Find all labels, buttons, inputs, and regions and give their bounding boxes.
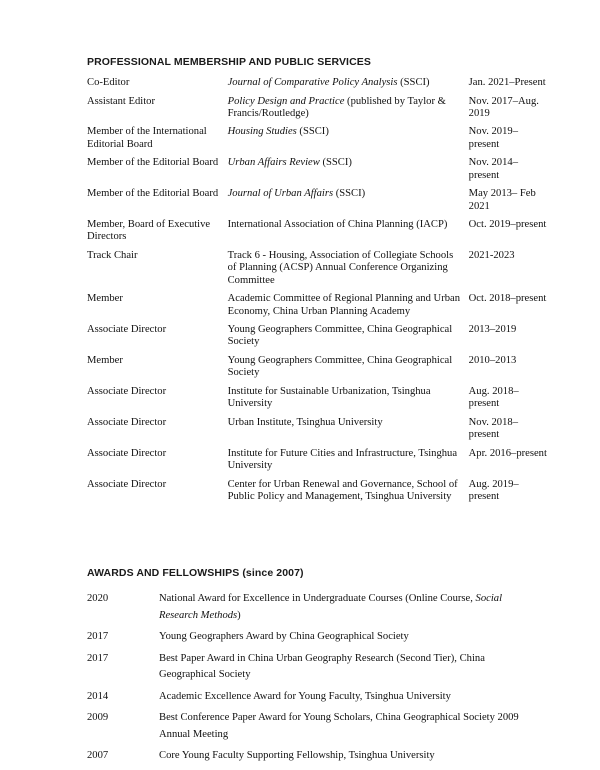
award-row bbox=[87, 651, 527, 689]
award-year: 2017 bbox=[87, 652, 109, 664]
organization-cell: Housing Studies (SSCI) bbox=[227, 126, 329, 138]
membership-row bbox=[87, 479, 547, 510]
role-cell: Member, Board of Executive Directors bbox=[87, 219, 211, 243]
course-title: Social Research Methods bbox=[159, 593, 503, 621]
award-row bbox=[87, 629, 527, 651]
journal-title: Journal of Comparative Policy Analysis bbox=[227, 77, 398, 88]
date-cell: Nov. 2018–present bbox=[468, 416, 518, 441]
organization-cell: Institute for Sustainable Urbanization, Tsinghua University bbox=[227, 385, 431, 410]
date-cell: 2013–2019 bbox=[468, 324, 517, 336]
membership-row bbox=[87, 96, 547, 127]
award-description: Academic Excellence Award for Young Faculty, Tsinghua University bbox=[159, 690, 451, 702]
membership-row bbox=[87, 157, 547, 188]
journal-title: Housing Studies bbox=[227, 126, 297, 138]
organization-cell: Young Geographers Committee, China Geographical Society bbox=[227, 324, 453, 348]
award-row bbox=[87, 748, 527, 770]
award-year: 2020 bbox=[87, 593, 109, 604]
role-cell: Member of the Editorial Board bbox=[87, 157, 219, 169]
membership-row bbox=[87, 77, 547, 96]
award-description: Young Geographers Award by China Geographical Society bbox=[159, 631, 409, 642]
date-cell: Oct. 2018–present bbox=[468, 293, 547, 305]
role-cell: Member of the International Editorial Board bbox=[87, 126, 207, 150]
date-cell: May 2013– Feb 2021 bbox=[468, 188, 536, 212]
role-cell: Track Chair bbox=[87, 250, 138, 262]
award-row bbox=[87, 689, 527, 711]
membership-row bbox=[87, 219, 547, 250]
award-description: National Award for Excellence in Undergraduate Courses (Online Course, Social Research Methods) bbox=[159, 593, 503, 621]
organization-cell: Journal of Comparative Policy Analysis (SSCI) bbox=[227, 77, 430, 88]
role-cell: Associate Director bbox=[87, 416, 167, 428]
award-year: 2009 bbox=[87, 712, 109, 723]
date-cell: Jan. 2021–Present bbox=[468, 77, 546, 88]
awards-table bbox=[87, 591, 527, 770]
award-year: 2014 bbox=[87, 690, 109, 702]
role-cell: Member bbox=[87, 293, 123, 305]
membership-row bbox=[87, 417, 547, 448]
organization-cell: Journal of Urban Affairs (SSCI) bbox=[227, 188, 366, 200]
award-row bbox=[87, 591, 527, 629]
role-cell: Member bbox=[87, 355, 123, 367]
journal-title: Journal of Urban Affairs bbox=[227, 188, 334, 200]
award-year: 2007 bbox=[87, 750, 109, 761]
organization-cell: International Association of China Planning (IACP) bbox=[227, 219, 448, 231]
membership-row bbox=[87, 355, 547, 386]
journal-title: Urban Affairs Review bbox=[227, 157, 320, 169]
awards-heading: AWARDS AND FELLOWSHIPS (since 2007) bbox=[87, 567, 304, 579]
date-cell: 2010–2013 bbox=[468, 355, 517, 367]
role-cell: Assistant Editor bbox=[87, 95, 155, 107]
journal-title: Policy Design and Practice bbox=[227, 95, 345, 107]
organization-cell: Urban Affairs Review (SSCI) bbox=[227, 157, 352, 169]
date-cell: Aug. 2018–present bbox=[468, 385, 519, 410]
organization-cell: Urban Institute, Tsinghua University bbox=[227, 416, 383, 428]
membership-row bbox=[87, 250, 547, 293]
award-description: Best Conference Paper Award for Young Scholars, China Geographical Society 2009 Annual Meeting bbox=[159, 712, 519, 740]
membership-row bbox=[87, 293, 547, 324]
date-cell: Apr. 2016–present bbox=[468, 447, 547, 459]
date-cell: Nov. 2019–present bbox=[468, 126, 518, 150]
organization-cell: Center for Urban Renewal and Governance, School of Public Policy and Management, Tsinghua University bbox=[227, 478, 458, 502]
organization-cell: Track 6 - Housing, Association of Collegiate Schools of Planning (ACSP) Annual Conference Organizing Committee bbox=[227, 250, 454, 286]
date-cell: Oct. 2019–present bbox=[468, 219, 547, 231]
award-description: Core Young Faculty Supporting Fellowship, Tsinghua University bbox=[159, 750, 435, 761]
organization-cell: Institute for Future Cities and Infrastructure, Tsinghua University bbox=[227, 447, 458, 471]
role-cell: Co-Editor bbox=[87, 77, 130, 88]
membership-row bbox=[87, 448, 547, 479]
membership-table bbox=[87, 77, 547, 509]
organization-cell: Academic Committee of Regional Planning and Urban Economy, China Urban Planning Academy bbox=[227, 293, 461, 317]
membership-row bbox=[87, 126, 547, 157]
membership-row bbox=[87, 324, 547, 355]
role-cell: Associate Director bbox=[87, 385, 167, 397]
award-year: 2017 bbox=[87, 631, 109, 642]
role-cell: Associate Director bbox=[87, 478, 167, 490]
organization-cell: Young Geographers Committee, China Geographical Society bbox=[227, 355, 453, 379]
role-cell: Member of the Editorial Board bbox=[87, 188, 219, 200]
date-cell: 2021-2023 bbox=[468, 250, 515, 262]
organization-cell: Policy Design and Practice (published by Taylor & Francis/Routledge) bbox=[227, 95, 446, 119]
date-cell: Nov. 2017–Aug. 2019 bbox=[468, 95, 539, 119]
award-row bbox=[87, 710, 527, 748]
award-description: Best Paper Award in China Urban Geography Research (Second Tier), China Geographical Society bbox=[159, 652, 485, 680]
membership-row bbox=[87, 386, 547, 417]
membership-row bbox=[87, 188, 547, 219]
date-cell: Aug. 2019–present bbox=[468, 478, 519, 502]
date-cell: Nov. 2014–present bbox=[468, 157, 518, 181]
role-cell: Associate Director bbox=[87, 324, 167, 336]
membership-heading: PROFESSIONAL MEMBERSHIP AND PUBLIC SERVICES bbox=[87, 56, 371, 68]
role-cell: Associate Director bbox=[87, 447, 167, 459]
